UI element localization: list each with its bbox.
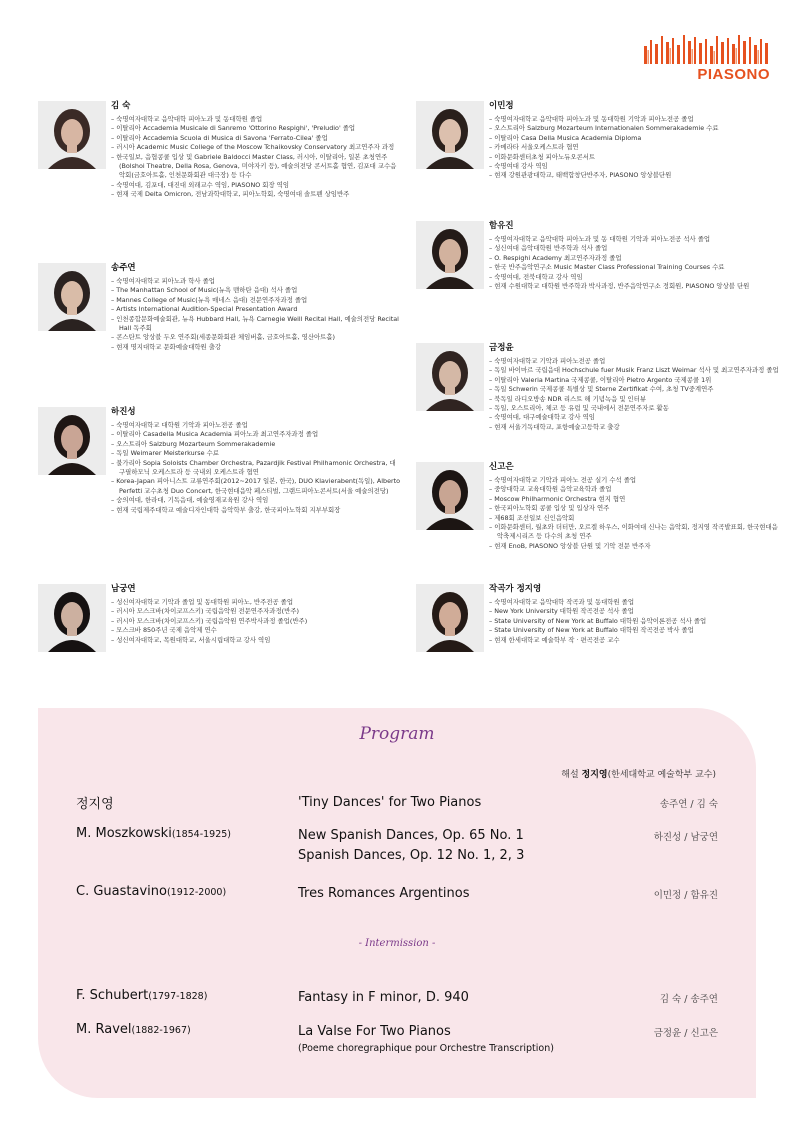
bio-item: – 중앙대학교 교육대학원 음악교육학과 졸업 (489, 485, 779, 494)
bio-text (489, 101, 779, 181)
bio-text (111, 263, 401, 352)
performer-name: 김 숙 (111, 101, 131, 111)
composer-name: C. Guastavino (76, 884, 167, 899)
composer-name: F. Schubert (76, 988, 149, 1003)
composer (76, 988, 207, 1003)
portrait-photo (416, 462, 484, 530)
bio-item: – 이탈리아 Accademia Scuola di Musica di Savona 'Ferrato-Cilea' 졸업 (111, 134, 401, 143)
intermission-label: - Intermission - (358, 938, 436, 949)
bio-text (489, 221, 779, 291)
logo-wordmark: PIASONO (697, 66, 770, 83)
bio-item: – 러시아 모스크바(차이코프스키) 국립음악원 연주박사과정 졸업(반주) (111, 617, 401, 626)
portrait-photo (416, 343, 484, 411)
bio-item: – 숙명여자대학교 음악대학 피아노과 및 동대학원 기악과 피아노전공 졸업 (489, 115, 779, 124)
bio-item: – 러시아 Academic Music College of the Moscow Tchaikovsky Conservatory 최고연주자 과정 (111, 143, 401, 152)
work-title (298, 884, 470, 904)
bio-item: – 이탈리아 Valeria Martina 국제콩쿨, 이탈리아 Pietro Argento 국제콩쿨 1위 (489, 376, 779, 385)
bio-item: – 인천종합문화예술회관, 뉴욕 Hubbard Hall, 뉴욕 Carnegie Weill Recital Hall, 예술의전당 Recital Hall 독주회 (111, 315, 401, 334)
portrait-photo (416, 221, 484, 289)
bio-item: – 숙명여자대학교 피아노과 학사 졸업 (111, 277, 401, 286)
portrait-photo (38, 407, 106, 475)
commentary-prefix: 해설 (561, 770, 579, 780)
composer-years: (1912-2000) (166, 887, 227, 898)
portrait-photo (38, 584, 106, 652)
bio-item: – 콘스탄트 앙상블 두오 연주회(세종문화회관 체임버홀, 금호아트홀, 영산아트홀) (111, 333, 401, 342)
bio-item: – 숭의여대, 한라대, 기독음대, 예술영재교육원 강사 역임 (111, 496, 401, 505)
bio-item: – 현재 명지대학교 문화예술대학원 출강 (111, 343, 401, 352)
bio-text (489, 462, 779, 551)
bio-item: – 카메라타 서울오케스트라 협연 (489, 143, 779, 152)
work-line: 'Tiny Dances' for Two Pianos (298, 795, 482, 810)
bio-list (489, 357, 779, 432)
bio-item: – 현재 한세대학교 예술학부 작 · 편곡전공 교수 (489, 636, 779, 645)
bio-text (111, 407, 401, 515)
composer (76, 1022, 191, 1037)
bio-text (489, 584, 779, 645)
bio-item: – 숙명여대 강사 역임 (489, 162, 779, 171)
bio-item: – 한국일보, 음협콩쿨 입상 및 Gabriele Baldocci Master Class, 러시아, 이탈리아, 일본 초청연주(Bolshoi Theatre, Della Rosa, Genova, 미야자키 등), 예술의전당 콘서트홀 협연, 김포대 교수음악회(금호아트홀, 인천문화회관 대극장) 등 다수 (111, 153, 401, 181)
bio-list (111, 598, 401, 645)
bio-list (111, 277, 401, 352)
bio-item: – 숙명여자대학교 대학원 기악과 피아노전공 졸업 (111, 421, 401, 430)
bio-list (489, 476, 779, 551)
bio-item: – 숙명여자대학교 음악대학 피아노과 및 동대학원 졸업 (111, 115, 401, 124)
work-title (298, 988, 469, 1008)
bio-list (489, 598, 779, 645)
bio-item: – 숙명여대, 대구예술대학교 강사 역임 (489, 413, 779, 422)
program-panel (38, 708, 756, 1098)
bio-item: – 현재 EnoB, PIASONO 앙상블 단원 및 기악 전문 반주자 (489, 542, 779, 551)
bio-list (111, 115, 401, 200)
bio-list (489, 115, 779, 181)
work-title (298, 826, 524, 866)
bio-item: – 독일 Weimarer Meisterkurse 수료 (111, 449, 401, 458)
performer-name: 함유진 (489, 221, 514, 231)
performer-name: 송주연 (111, 263, 136, 273)
bio-item: – 이화문화센터초청 피아노듀오콘서트 (489, 153, 779, 162)
performers: 하진성 / 남궁연 (653, 832, 718, 843)
bio-item: – O. Respighi Academy 최고연주자과정 졸업 (489, 254, 779, 263)
bio-list (489, 235, 779, 291)
work-line: La Valse For Two Pianos (298, 1024, 451, 1039)
performer-name: 이민정 (489, 101, 514, 111)
bio-item: – 성신여대 음악대학원 반주학과 석사 졸업 (489, 244, 779, 253)
performers: 김 숙 / 송주연 (659, 994, 718, 1005)
bio-item: – 독일, 오스트리아, 체코 등 유럽 및 국내에서 전문연주자로 활동 (489, 404, 779, 413)
bio-list (111, 421, 401, 515)
work-line-2: Spanish Dances, Op. 12 No. 1, 2, 3 (298, 848, 525, 863)
bio-item: – Artists International Audition-Special Presentation Award (111, 305, 401, 314)
piano-bars-logo-icon (642, 34, 774, 64)
portrait-photo (38, 101, 106, 169)
bio-item: – 현재 국제 Delta Omicron, 전남과학대학교, 피아노학회, 숙명여대 솔트펜 상임반주 (111, 190, 401, 199)
bio-item: – 이탈리아 Casadella Musica Academia 피아노과 최고연주자과정 졸업 (111, 430, 401, 439)
bio-item: – Mannes College of Music(뉴욕 매네스 음대) 전문연주자과정 졸업 (111, 296, 401, 305)
performers: 송주연 / 김 숙 (659, 799, 718, 810)
composer-name: M. Ravel (76, 1022, 132, 1037)
bio-item: – 현재 강원관광대학교, 태백합창단반주자, PIASONO 앙상블단원 (489, 171, 779, 180)
commentary-credit (561, 767, 716, 780)
bio-text (489, 343, 779, 432)
portrait-photo (416, 101, 484, 169)
work-title (298, 1022, 554, 1055)
bio-item: – 성신여자대학교, 목원대학교, 서울시립대학교 강사 역임 (111, 636, 401, 645)
bio-item: – 모스크바 850주년 국제 음악제 연수 (111, 626, 401, 635)
bio-text (111, 101, 401, 200)
bio-item: – 불가리아 Sopia Soloists Chamber Orchestra, Pazardjik Festival Philhamonic Orchestra, 대구필하모닉 오케스트라 등 국내외 오케스트라 협연 (111, 459, 401, 478)
bio-item: – State University of New York at Buffalo 대학원 음악이론전공 석사 졸업 (489, 617, 779, 626)
bio-item: – Korea-Japan 피아니스트 교류연주회(2012~2017 일본, 한국), DUO Klavierabent(독일), Alberto Perfetti 교수초청 Duo Concert, 한국현대음악 페스티벌, 그랜드피아노콘서트(서울 예술의전당) (111, 477, 401, 496)
performers: 금정윤 / 신고은 (653, 1028, 718, 1039)
portrait-photo (416, 584, 484, 652)
work-line: Tres Romances Argentinos (298, 886, 470, 901)
bio-item: – 현재 수원대학교 대학원 반주학과 박사과정, 반주음악연구소 정회원, PIASONO 앙상블 단원 (489, 282, 779, 291)
bio-item: – 한국피아노학회 콩쿨 입상 및 입상자 연주 (489, 504, 779, 513)
composer-years: (1797-1828) (148, 991, 208, 1002)
work-title (298, 793, 481, 813)
bio-item: – 한국 반주음악연구소 Music Master Class Professional Training Courses 수료 (489, 263, 779, 272)
portrait-photo (38, 263, 106, 331)
performer-name: 남궁연 (111, 584, 136, 594)
bio-item: – State University of New York at Buffalo 대학원 작곡전공 박사 졸업 (489, 626, 779, 635)
commentary-name: 정지영 (581, 770, 608, 780)
composer-years: (1854-1925) (171, 829, 232, 840)
bio-item: – The Manhattan School of Music(뉴욕 맨하탄 음대) 석사 졸업 (111, 286, 401, 295)
composer (76, 826, 231, 841)
work-line: New Spanish Dances, Op. 65 No. 1 (298, 828, 524, 843)
bio-item: – 북독일 라디오방송 NDR 리스트 해 기념녹음 및 인터뷰 (489, 395, 779, 404)
bio-item: – Moscow Philharmonic Orchestra 현지 협연 (489, 495, 779, 504)
commentary-affiliation: (한세대학교 예술학부 교수) (607, 770, 716, 780)
bio-item: – 성신여자대학교 기악과 졸업 및 동대학원 피아노, 반주전공 졸업 (111, 598, 401, 607)
bio-text (111, 584, 401, 645)
bio-item: – 독일 바이마르 국립음대 Hochschule fuer Musik Franz Liszt Weimar 석사 및 최고연주자과정 졸업 (489, 366, 779, 375)
performer-name: 신고은 (489, 462, 514, 472)
performer-name: 금정윤 (489, 343, 514, 353)
composer (76, 793, 114, 812)
bio-item: – 현재 서울기독대학교, 포항예술고등학교 출강 (489, 423, 779, 432)
bio-item: – 오스트리아 Salzburg Mozarteum Sommerakademie (111, 440, 401, 449)
bio-item: – 러시아 모스크바(차이코프스키) 국립음악원 전문연주자과정(반주) (111, 607, 401, 616)
performers: 이민정 / 함유진 (653, 890, 718, 901)
bio-item: – 이화문화센터, 월초와 더터만, 오르겔 하우스, 이화여대 신나는 음악회, 정지영 작곡발표회, 한국현대음악축제시리즈 등 다수의 초청 연주 (489, 523, 779, 542)
bio-item: – New York University 대학원 작곡전공 석사 졸업 (489, 607, 779, 616)
bio-item: – 숙명여자대학교 음악대학 작곡과 및 동대학원 졸업 (489, 598, 779, 607)
work-line: Fantasy in F minor, D. 940 (298, 990, 469, 1005)
performer-name: 작곡가 정지영 (489, 584, 542, 594)
performer-name: 하진성 (111, 407, 136, 417)
bio-item: – 숙명여자대학교 음악대학 피아노과 및 동 대학원 기악과 피아노전공 석사 졸업 (489, 235, 779, 244)
bio-item: – 이탈리아 Accademia Musicale di Sanremo 'Ottorino Respighi', 'Preludio' 졸업 (111, 124, 401, 133)
composer-years: (1882-1967) (131, 1025, 191, 1036)
bio-item: – 숙명여대, 김포대, 대진대 외래교수 역임, PIASONO 회장 역임 (111, 181, 401, 190)
composer (76, 884, 226, 899)
bio-item: – 오스트리아 Salzburg Mozarteum Internationalen Sommerakademie 수료 (489, 124, 779, 133)
bio-item: – 제68회 조선일보 신인음악회 (489, 514, 779, 523)
bio-item: – 숙명여대, 전북대학교 강사 역임 (489, 273, 779, 282)
bio-item: – 숙명여자대학교 기악과 피아노 전공 실기 수석 졸업 (489, 476, 779, 485)
piasono-logo (640, 34, 776, 84)
composer-name: M. Moszkowski (76, 826, 172, 841)
composer-name: 정지영 (76, 797, 114, 812)
bio-item: – 이탈리아 Casa Della Musica Academia Diploma (489, 134, 779, 143)
bio-item: – 현재 국립제주대학교 예술디자인대학 음악학부 출강, 한국피아노학회 지부부회장 (111, 506, 401, 515)
bio-item: – 독일 Schwerin 국제콩쿨 특별상 및 Sterne Zertifikat 수여, 초청 TV중계연주 (489, 385, 779, 394)
program-title: Program (359, 724, 435, 744)
work-subtitle: (Poeme choregraphique pour Orchestre Transcription) (298, 1043, 554, 1054)
bio-item: – 숙명여자대학교 기악과 피아노전공 졸업 (489, 357, 779, 366)
